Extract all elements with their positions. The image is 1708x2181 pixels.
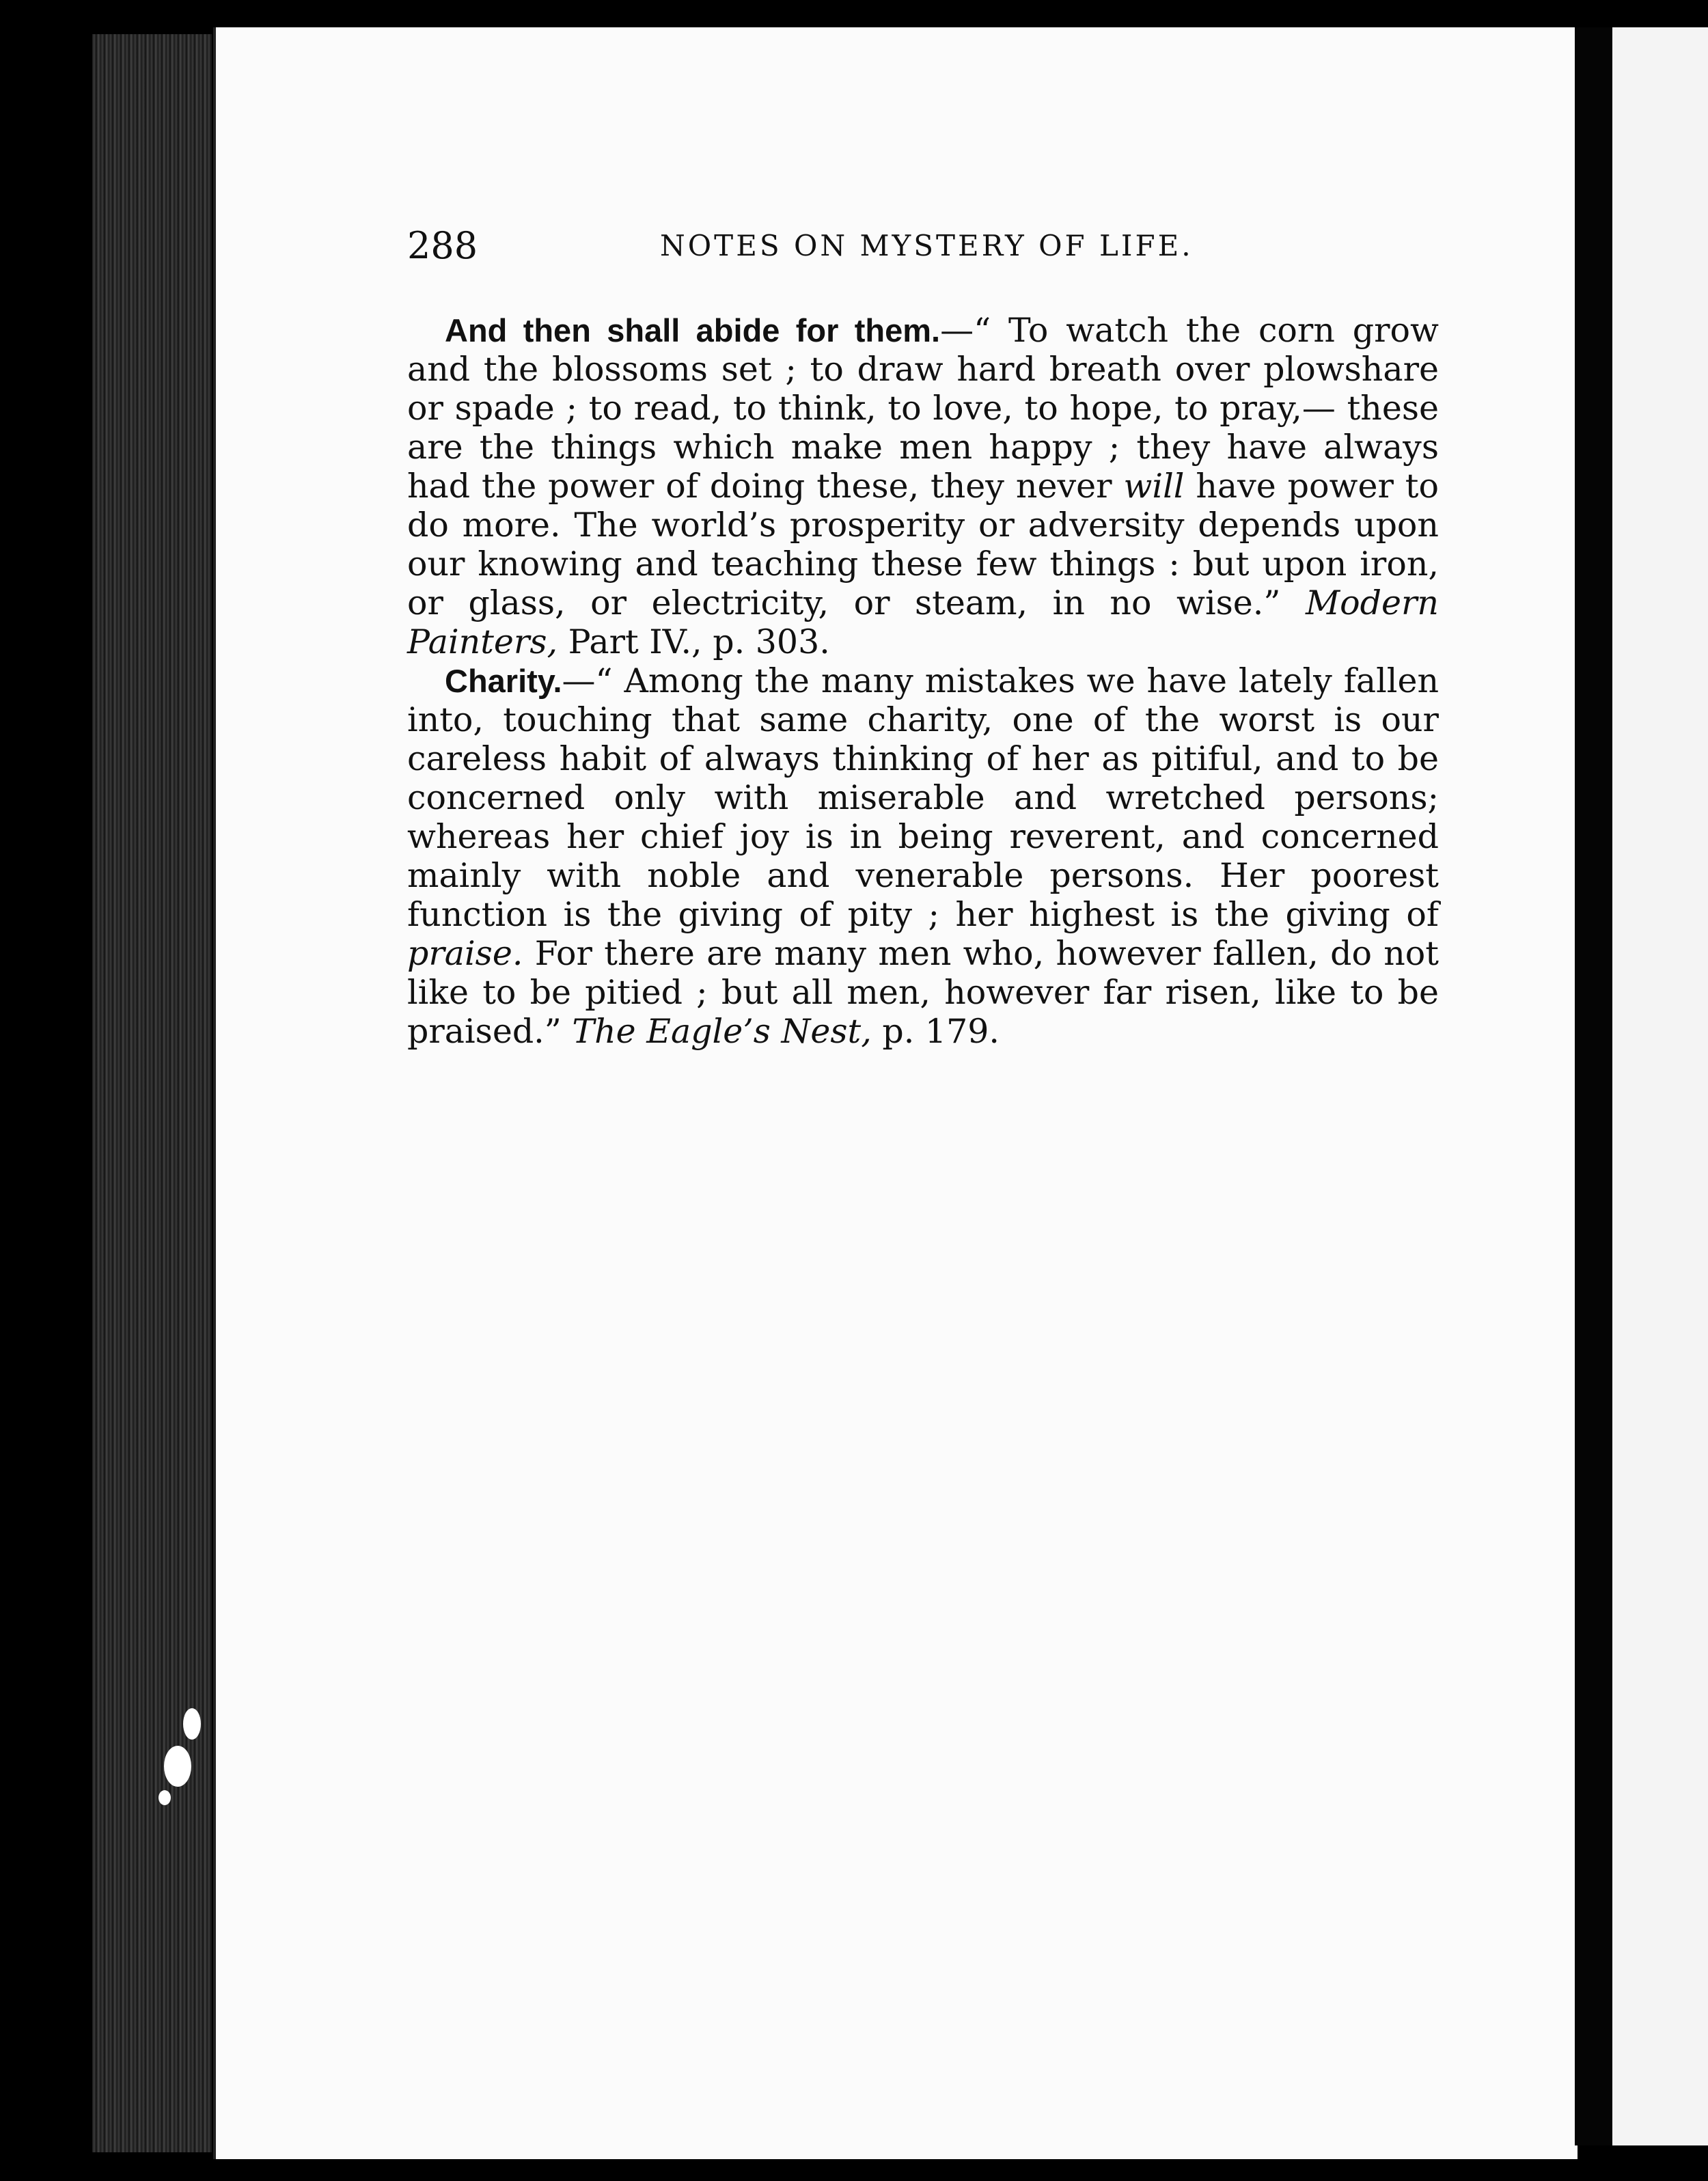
paper-speck xyxy=(159,1790,171,1805)
note-dash: — xyxy=(940,311,974,350)
book-page-edges xyxy=(92,34,212,2152)
note-quote: have power to do more. The world’s prosperity or adversity depends upon our knowing and teaching these few things : but upon iron, or glass, or electricity, or steam, in no wise.” xyxy=(407,467,1439,622)
note-source-ref: Part IV., p. 303. xyxy=(557,622,830,661)
running-title: NOTES ON MYSTERY OF LIFE. xyxy=(660,229,1194,262)
facing-page-edge xyxy=(1612,27,1708,2145)
note-lemma: Charity. xyxy=(445,663,562,699)
note-source-title: Modern Painters, xyxy=(407,584,1439,661)
note-source-title: The Eagle’s Nest, xyxy=(572,1012,872,1051)
paper-speck xyxy=(183,1708,201,1740)
note-quote: “ Among the many mistakes we have lately fallen into, touching that same charity, one of the worst is our careless habit of always thinking of her as pitiful, and to be concerned only with miserable and wretched persons; whereas her chief joy is in being reverent, and concerned mainly with noble and venerable persons. Her poorest function is the giving of pity ; her highest is the giving of xyxy=(407,661,1439,934)
body-text xyxy=(407,311,1439,1051)
note-paragraph xyxy=(407,311,1439,661)
note-quote: “ To watch the corn grow and the blossoms set ; to draw hard breath over plowshare or spade ; to read, to think, to love, to hope, to pray,— these are the things which make men happy ; they have always had the power of doing these, they never xyxy=(407,311,1439,506)
binding-shadow xyxy=(1575,27,1612,2145)
note-quote: For there are many men who, however fallen, do not like to be pitied ; but all men, however far risen, like to be praised.” xyxy=(407,934,1439,1051)
page-number: 288 xyxy=(407,224,478,267)
paper-speck xyxy=(164,1746,191,1787)
note-paragraph xyxy=(407,661,1439,1051)
note-emphasis: will xyxy=(1123,467,1185,506)
running-head xyxy=(407,219,1439,273)
note-lemma: And then shall abide for them. xyxy=(445,312,941,348)
note-emphasis: praise. xyxy=(407,934,523,973)
note-source-ref: p. 179. xyxy=(871,1012,1000,1051)
note-dash: — xyxy=(562,661,596,700)
